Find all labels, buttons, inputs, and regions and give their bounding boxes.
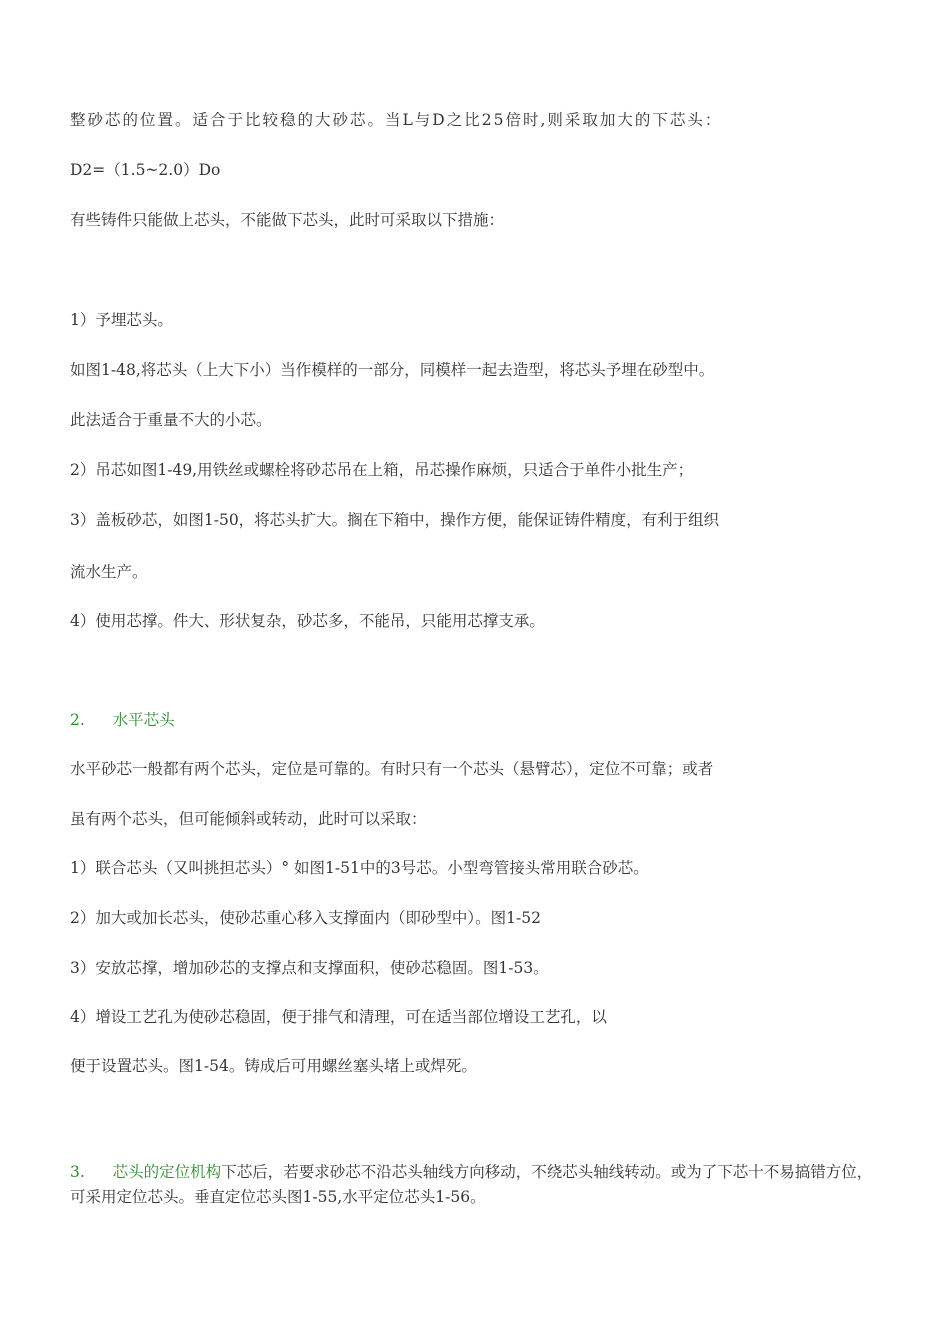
paragraph-core-position: 整砂芯的位置。适合于比较稳的大砂芯。当L与D之比25倍时,则采取加大的下芯头： — [70, 111, 723, 129]
list-item-1-combined-core: 1）联合芯头（又叫挑担芯头）° 如图1-51中的3号芯。小型弯管接头常用联合砂芯。 — [70, 859, 649, 877]
section-heading-core-positioning — [70, 1160, 882, 1210]
list-item-3-cover-core: 3）盖板砂芯，如图1-50，将芯头扩大。搁在下箱中，操作方便，能保证铸件精度，有利于组织 — [70, 511, 720, 529]
list-item-3-chaplet: 3）安放芯撑，增加砂芯的支撑点和支撑面积，使砂芯稳固。图1-53。 — [70, 959, 549, 977]
list-item-4-chaplets: 4）使用芯撑。件大、形状复杂，砂芯多，不能吊，只能用芯撑支承。 — [70, 612, 545, 630]
list-item-4-process-hole: 4）增设工艺孔为使砂芯稳固，便于排气和清理，可在适当部位增设工艺孔，以 — [70, 1008, 607, 1026]
section-number: 3. — [70, 1163, 85, 1181]
paragraph-flow-production: 流水生产。 — [70, 563, 148, 581]
paragraph-tilt-rotate: 虽有两个芯头，但可能倾斜或转动，此时可以采取： — [70, 810, 427, 828]
formula-d2: D2=（1.5~2.0）Do — [70, 161, 221, 179]
list-item-1-embedded-core: 1）予埋芯头。 — [70, 311, 173, 329]
paragraph-figure-1-54: 便于设置芯头。图1-54。铸成后可用螺丝塞头堵上或焊死。 — [70, 1057, 477, 1075]
section-title: 芯头的定位机构 — [112, 1163, 222, 1181]
paragraph-only-upper-core: 有些铸件只能做上芯头，不能做下芯头，此时可采取以下措施： — [70, 211, 505, 229]
list-item-2-enlarged-core: 2）加大或加长芯头，使砂芯重心移入支撑面内（即砂型中）。图1-52 — [70, 909, 541, 927]
section-title: 水平芯头 — [112, 711, 175, 729]
paragraph-horizontal-core: 水平砂芯一般都有两个芯头，定位是可靠的。有时只有一个芯头（悬臂芯），定位不可靠；或者 — [70, 760, 714, 778]
section-heading-horizontal-core — [70, 710, 175, 730]
paragraph-positioning-core: 下芯后，若要求砂芯不沿芯头轴线方向移动，不绕芯头轴线转动。或为了下芯十不易搞错方位，可采用定位芯头。垂直定位芯头图1-55,水平定位芯头1-56。 — [70, 1163, 873, 1206]
paragraph-figure-1-48: 如图1-48,将芯头（上大下小）当作模样的一部分，同模样一起去造型，将芯头予埋在砂型中。 — [70, 361, 715, 379]
paragraph-small-core: 此法适合于重量不大的小芯。 — [70, 411, 272, 429]
section-number: 2. — [70, 711, 85, 729]
list-item-2-hanging-core: 2）吊芯如图1-49,用铁丝或螺栓将砂芯吊在上箱，吊芯操作麻烦，只适合于单件小批生产； — [70, 461, 694, 479]
